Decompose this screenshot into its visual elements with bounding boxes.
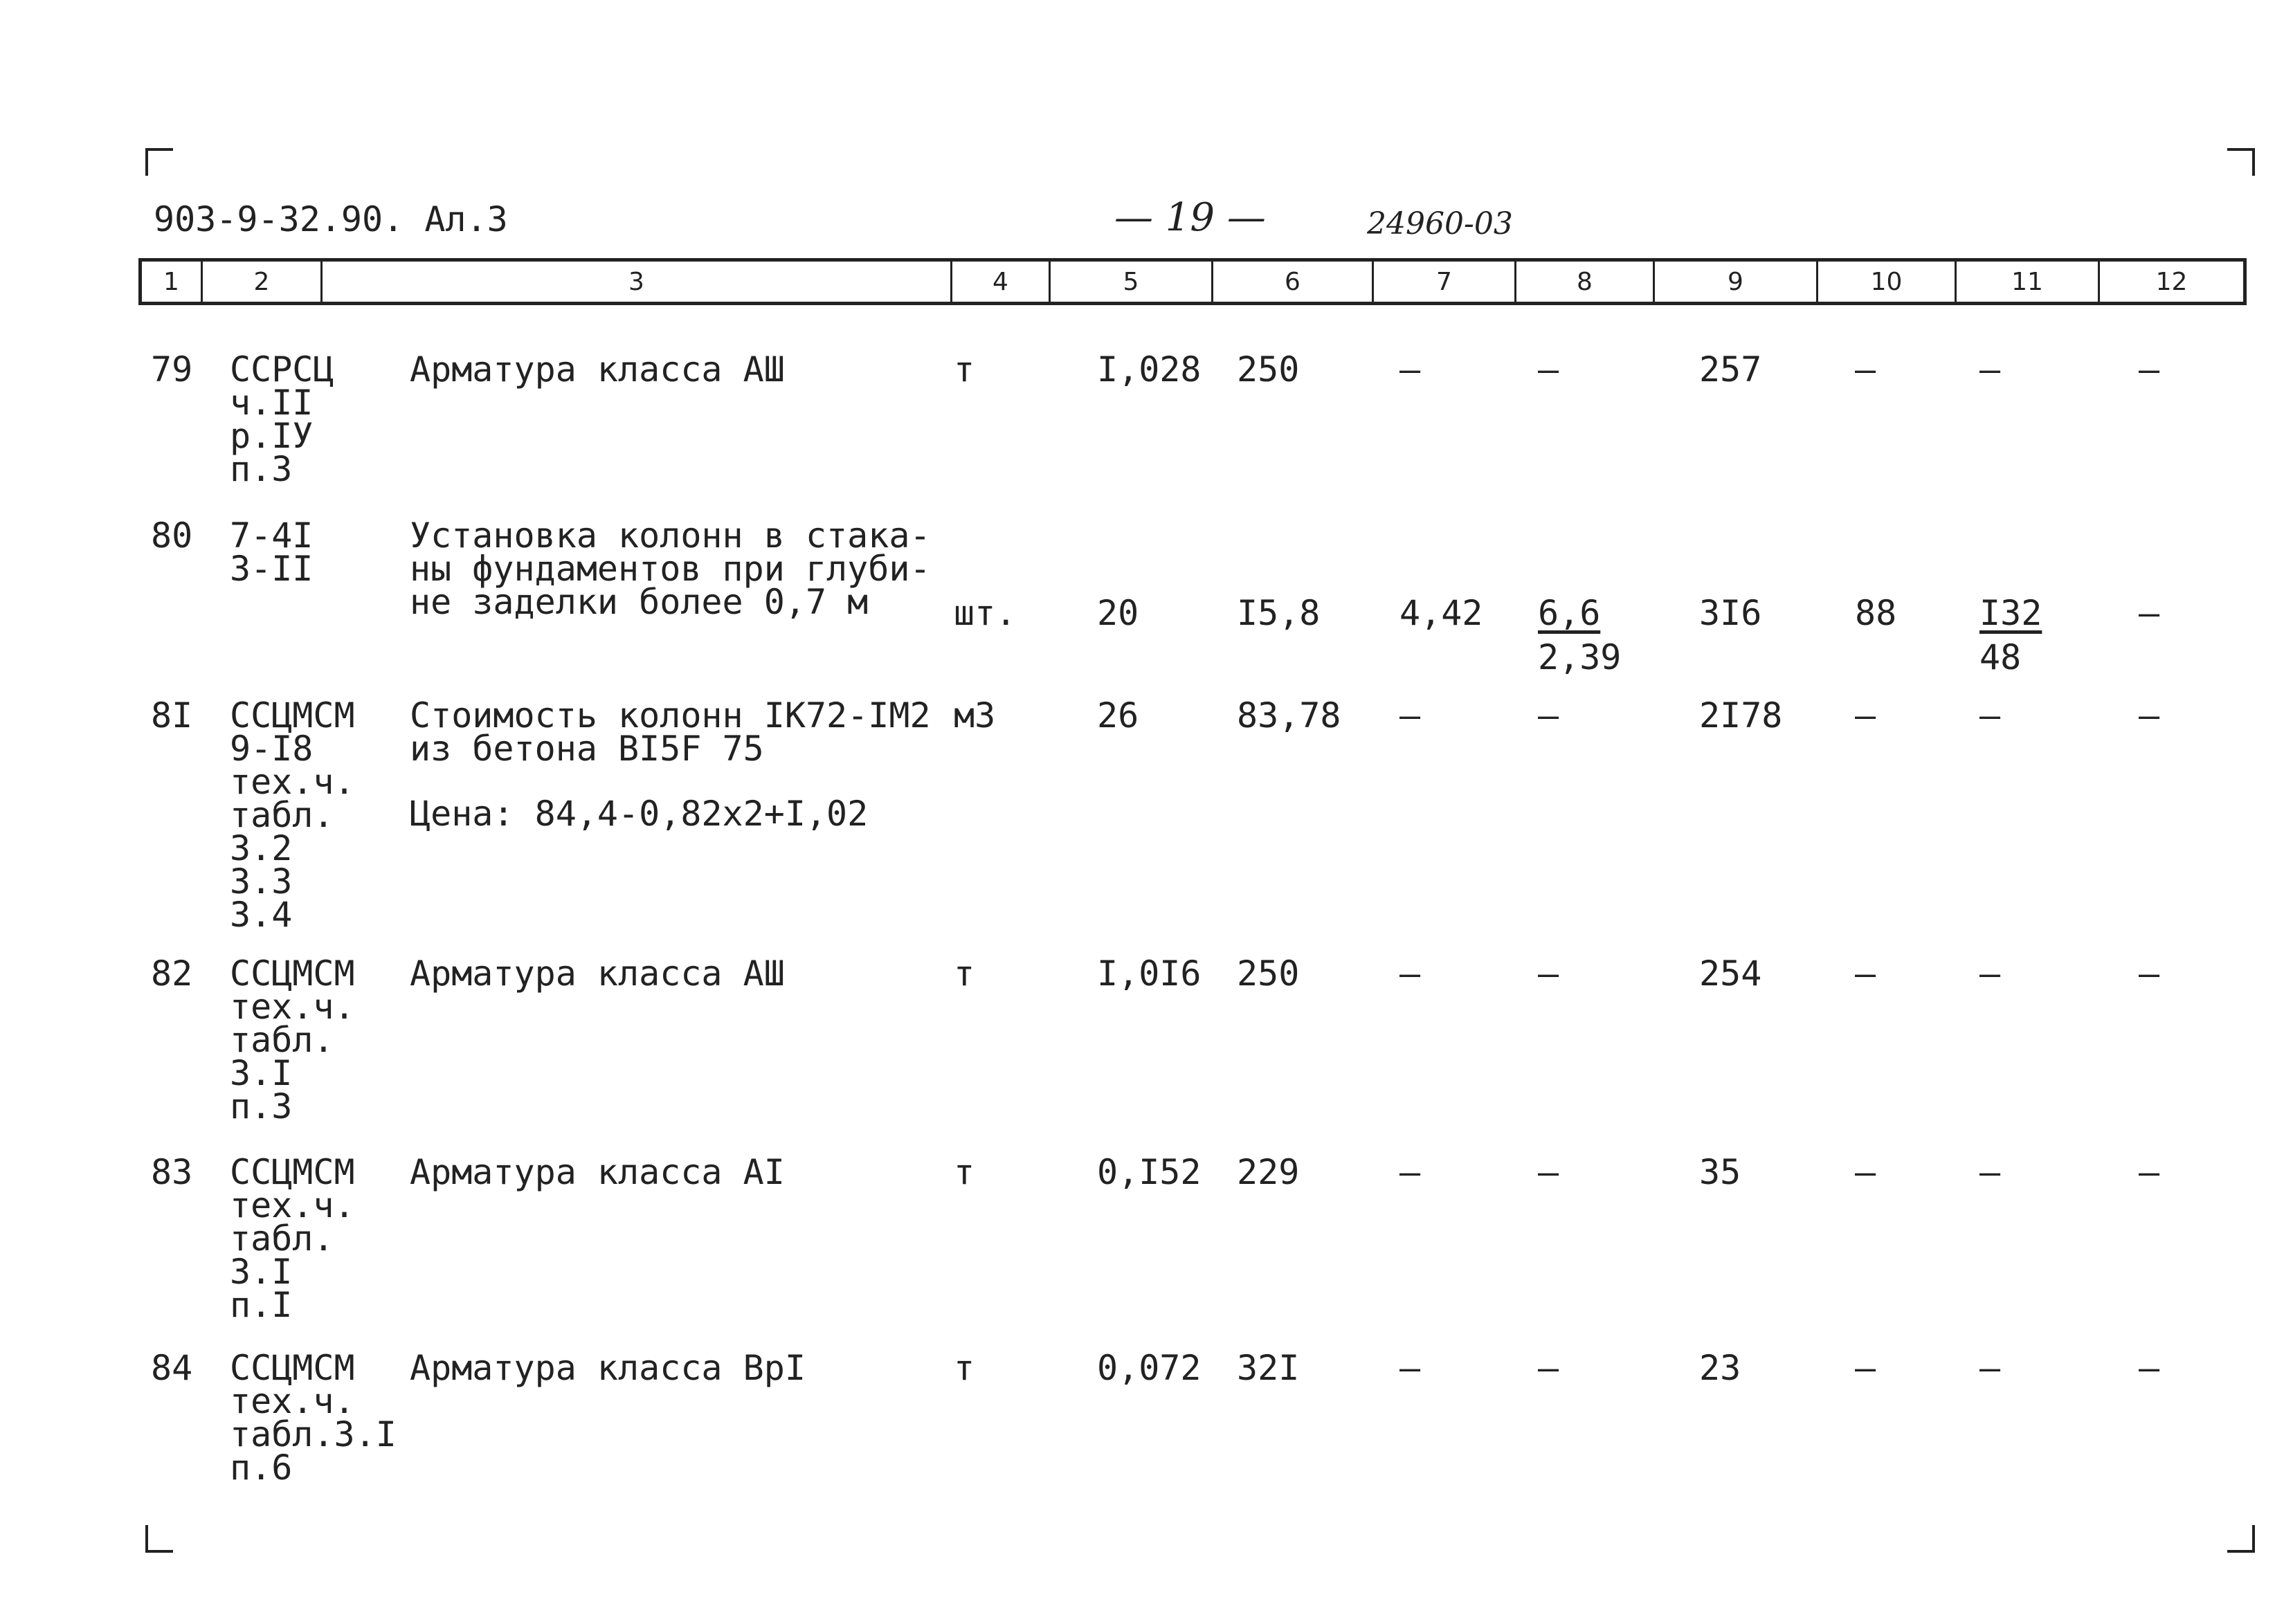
row-col6: 229	[1237, 1152, 1300, 1192]
row-code-line: 3.2	[230, 828, 293, 868]
row-code-line: п.3	[230, 449, 293, 489]
row-col7: –	[1399, 1152, 1421, 1192]
row-col7: –	[1399, 349, 1421, 390]
row-col12: –	[2139, 954, 2160, 994]
column-header: 4	[952, 262, 1051, 302]
row-col11: –	[1979, 349, 2001, 390]
row-col7: –	[1399, 1348, 1421, 1388]
row-code-line: п.3	[230, 1086, 293, 1126]
row-description-line: Цена: 84,4-0,82х2+I,02	[410, 794, 869, 834]
row-col6: I5,8	[1237, 593, 1321, 633]
row-code-line: р.IУ	[230, 416, 314, 456]
row-code-line: 3.I	[230, 1053, 293, 1093]
row-number: 84	[151, 1348, 193, 1388]
row-col9: 23	[1699, 1348, 1741, 1388]
row-col6: 250	[1237, 954, 1300, 994]
row-code-line: ч.II	[230, 383, 314, 423]
row-description-line: из бетона ВI5F 75	[410, 729, 764, 769]
row-code-line: п.I	[230, 1285, 293, 1325]
row-col7: –	[1399, 695, 1421, 736]
row-description-line: Арматура класса ВрI	[410, 1348, 806, 1388]
column-header: 7	[1374, 262, 1516, 302]
row-col11: –	[1979, 1348, 2001, 1388]
row-col12: –	[2139, 593, 2160, 633]
row-description-line: Арматура класса АI	[410, 1152, 785, 1192]
corner-mark-top-right	[2227, 148, 2255, 176]
row-col9: 35	[1699, 1152, 1741, 1192]
row-description-line: ны фундаментов при глуби-	[410, 549, 931, 589]
row-code-line: ССЦМСМ	[230, 954, 355, 994]
column-header: 5	[1051, 262, 1213, 302]
row-col11-bottom: 48	[1979, 637, 2022, 677]
column-header: 10	[1818, 262, 1957, 302]
row-quantity: 20	[1097, 593, 1139, 633]
row-code-line: тех.ч.	[230, 987, 355, 1027]
row-col6: 32I	[1237, 1348, 1300, 1388]
row-code-line: тех.ч.	[230, 762, 355, 802]
row-quantity: 26	[1097, 695, 1139, 736]
row-col10: 88	[1855, 593, 1897, 633]
row-col12: –	[2139, 1348, 2160, 1388]
column-header: 2	[203, 262, 323, 302]
corner-mark-bottom-right	[2227, 1525, 2255, 1553]
row-quantity: I,0I6	[1097, 954, 1202, 994]
row-description-line: Арматура класса АШ	[410, 954, 785, 994]
column-header: 9	[1655, 262, 1818, 302]
row-code-line: п.6	[230, 1448, 293, 1488]
page-number: — 19 —	[1114, 195, 1266, 240]
row-code-line: табл.	[230, 1020, 334, 1060]
row-col9: 254	[1699, 954, 1762, 994]
row-number: 82	[151, 954, 193, 994]
row-col7: –	[1399, 954, 1421, 994]
row-col8: –	[1538, 695, 1559, 736]
column-header: 11	[1957, 262, 2100, 302]
column-header: 6	[1213, 262, 1374, 302]
row-col10: –	[1855, 954, 1876, 994]
row-number: 83	[151, 1152, 193, 1192]
row-unit: шт.	[954, 593, 1017, 633]
row-col11: –	[1979, 1152, 2001, 1192]
row-col11: –	[1979, 954, 2001, 994]
column-header: 12	[2155, 267, 2188, 296]
row-code-line: 3-II	[230, 549, 314, 589]
row-col12: –	[2139, 695, 2160, 736]
row-code-line: ССЦМСМ	[230, 1152, 355, 1192]
row-col12: –	[2139, 1152, 2160, 1192]
row-code-line: 3.4	[230, 895, 293, 935]
row-col12: –	[2139, 349, 2160, 390]
row-code-line: тех.ч.	[230, 1185, 355, 1225]
row-col11: I32	[1979, 593, 2042, 633]
row-col10: –	[1855, 1348, 1876, 1388]
row-unit: т	[954, 954, 975, 994]
row-code-line: табл.3.I	[230, 1414, 397, 1454]
row-number: 80	[151, 516, 193, 556]
row-description-line: Стоимость колонн IК72-IМ2	[410, 695, 931, 736]
row-code-line: тех.ч.	[230, 1381, 355, 1421]
row-col8: –	[1538, 1348, 1559, 1388]
row-code-line: 3.3	[230, 861, 293, 902]
row-col10: –	[1855, 695, 1876, 736]
document-code: 903-9-32.90. Ал.3	[154, 199, 508, 239]
row-col9: 3I6	[1699, 593, 1762, 633]
reference-number: 24960-03	[1367, 206, 1513, 241]
row-code-line: 9-I8	[230, 729, 314, 769]
row-code-line: 7-4I	[230, 516, 314, 556]
corner-mark-bottom-left	[145, 1525, 173, 1553]
row-col6: 250	[1237, 349, 1300, 390]
row-quantity: 0,072	[1097, 1348, 1202, 1388]
row-col8: 6,6	[1538, 593, 1601, 633]
row-quantity: 0,I52	[1097, 1152, 1202, 1192]
row-description-line: не заделки более 0,7 м	[410, 582, 869, 622]
row-code-line: ССЦМСМ	[230, 1348, 355, 1388]
row-col8: –	[1538, 954, 1559, 994]
row-col9: 257	[1699, 349, 1762, 390]
row-col8: –	[1538, 1152, 1559, 1192]
column-header-row	[138, 258, 2247, 305]
corner-mark-top-left	[145, 148, 173, 176]
row-col6: 83,78	[1237, 695, 1341, 736]
row-description-line: Арматура класса АШ	[410, 349, 785, 390]
row-code-line: ССРСЦ	[230, 349, 334, 390]
row-col9: 2I78	[1699, 695, 1783, 736]
column-header: 3	[323, 262, 952, 302]
row-number: 8I	[151, 695, 193, 736]
row-col10: –	[1855, 1152, 1876, 1192]
row-unit: т	[954, 349, 975, 390]
row-unit: м3	[954, 695, 996, 736]
row-col8-bottom: 2,39	[1538, 637, 1622, 677]
row-code-line: ССЦМСМ	[230, 695, 355, 736]
column-header: 1	[142, 262, 203, 302]
row-code-line: табл.	[230, 795, 334, 835]
row-code-line: табл.	[230, 1219, 334, 1259]
row-col10: –	[1855, 349, 1876, 390]
row-unit: т	[954, 1348, 975, 1388]
row-code-line: 3.I	[230, 1252, 293, 1292]
row-col8: –	[1538, 349, 1559, 390]
row-col7: 4,42	[1399, 593, 1483, 633]
row-unit: т	[954, 1152, 975, 1192]
row-quantity: I,028	[1097, 349, 1202, 390]
row-description-line: Установка колонн в стака-	[410, 516, 931, 556]
row-number: 79	[151, 349, 193, 390]
column-header: 8	[1516, 262, 1655, 302]
row-col11: –	[1979, 695, 2001, 736]
